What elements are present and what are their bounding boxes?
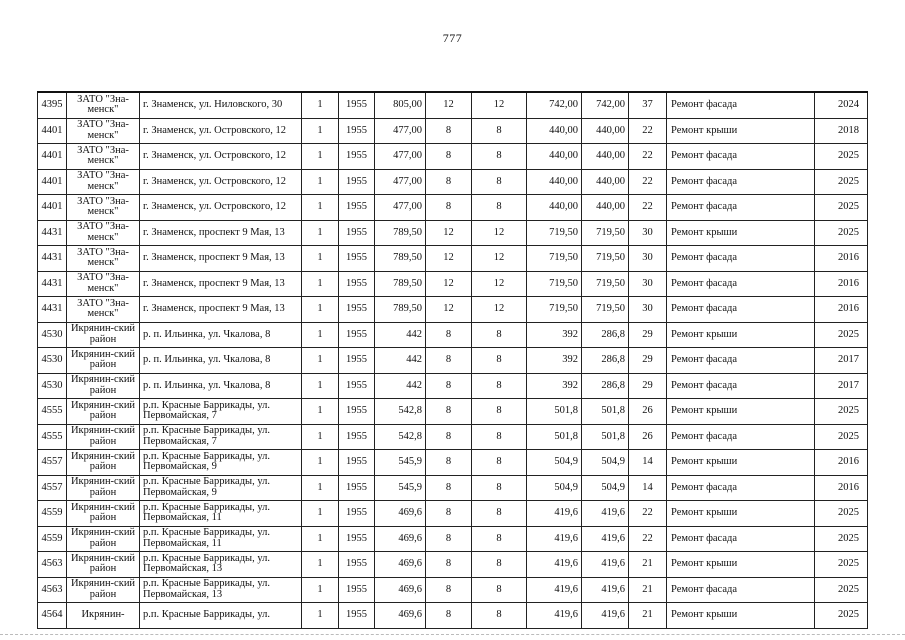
apartments-cell: 8 [426, 475, 472, 501]
table-row [38, 501, 868, 527]
work-type-cell: Ремонт фасада [667, 195, 815, 221]
building-id-cell: 4557 [38, 475, 67, 501]
work-type-cell: Ремонт фасада [667, 297, 815, 323]
built-year-cell: 1955 [339, 373, 375, 399]
planned-year-cell: 2025 [815, 577, 868, 603]
work-type-cell: Ремонт крыши [667, 450, 815, 476]
residents-cell: 14 [629, 450, 667, 476]
apartments-cell: 8 [426, 399, 472, 425]
apartments-cell: 8 [426, 450, 472, 476]
work-type-cell: Ремонт фасада [667, 246, 815, 272]
built-year-cell: 1955 [339, 450, 375, 476]
count-cell: 1 [302, 271, 339, 297]
private-area-cell: 719,50 [582, 246, 629, 272]
private-area-cell: 440,00 [582, 118, 629, 144]
total-area-cell: 469,6 [375, 552, 426, 578]
building-id-cell: 4557 [38, 450, 67, 476]
residential-area-cell: 392 [527, 373, 582, 399]
total-area-cell: 477,00 [375, 118, 426, 144]
district-cell: ЗАТО "Зна-менск" [67, 297, 140, 323]
table-row [38, 246, 868, 272]
built-year-cell: 1955 [339, 118, 375, 144]
residential-area-cell: 440,00 [527, 118, 582, 144]
building-id-cell: 4431 [38, 271, 67, 297]
residential-area-cell: 419,6 [527, 552, 582, 578]
residential-apartments-cell: 8 [472, 603, 527, 629]
district-cell: Икрянин-ский район [67, 552, 140, 578]
residents-cell: 29 [629, 322, 667, 348]
private-area-cell: 742,00 [582, 92, 629, 118]
table-row [38, 526, 868, 552]
work-type-cell: Ремонт фасада [667, 577, 815, 603]
planned-year-cell: 2025 [815, 195, 868, 221]
built-year-cell: 1955 [339, 526, 375, 552]
address-cell: р.п. Красные Баррикады, ул. Первомайская, 11 [140, 501, 302, 527]
total-area-cell: 542,8 [375, 399, 426, 425]
residential-area-cell: 719,50 [527, 271, 582, 297]
work-type-cell: Ремонт фасада [667, 373, 815, 399]
district-cell: Икрянин-ский район [67, 450, 140, 476]
residential-apartments-cell: 8 [472, 169, 527, 195]
residential-apartments-cell: 8 [472, 118, 527, 144]
residential-area-cell: 719,50 [527, 246, 582, 272]
planned-year-cell: 2025 [815, 322, 868, 348]
work-type-cell: Ремонт фасада [667, 144, 815, 170]
count-cell: 1 [302, 577, 339, 603]
residential-area-cell: 419,6 [527, 501, 582, 527]
address-cell: г. Знаменск, ул. Островского, 12 [140, 195, 302, 221]
residential-area-cell: 419,6 [527, 526, 582, 552]
district-cell: ЗАТО "Зна-менск" [67, 169, 140, 195]
residential-area-cell: 501,8 [527, 399, 582, 425]
count-cell: 1 [302, 195, 339, 221]
work-type-cell: Ремонт крыши [667, 552, 815, 578]
private-area-cell: 286,8 [582, 373, 629, 399]
building-id-cell: 4555 [38, 424, 67, 450]
work-type-cell: Ремонт крыши [667, 322, 815, 348]
building-id-cell: 4431 [38, 246, 67, 272]
residential-area-cell: 440,00 [527, 195, 582, 221]
apartments-cell: 8 [426, 526, 472, 552]
apartments-cell: 8 [426, 603, 472, 629]
total-area-cell: 477,00 [375, 195, 426, 221]
planned-year-cell: 2018 [815, 118, 868, 144]
residents-cell: 22 [629, 501, 667, 527]
count-cell: 1 [302, 144, 339, 170]
built-year-cell: 1955 [339, 297, 375, 323]
private-area-cell: 501,8 [582, 399, 629, 425]
address-cell: р. п. Ильинка, ул. Чкалова, 8 [140, 348, 302, 374]
residential-area-cell: 440,00 [527, 169, 582, 195]
count-cell: 1 [302, 603, 339, 629]
built-year-cell: 1955 [339, 424, 375, 450]
building-id-cell: 4559 [38, 501, 67, 527]
table-row [38, 552, 868, 578]
residents-cell: 30 [629, 220, 667, 246]
residential-apartments-cell: 12 [472, 297, 527, 323]
table-row [38, 220, 868, 246]
count-cell: 1 [302, 297, 339, 323]
residential-apartments-cell: 8 [472, 552, 527, 578]
apartments-cell: 12 [426, 92, 472, 118]
address-cell: г. Знаменск, проспект 9 Мая, 13 [140, 246, 302, 272]
apartments-cell: 12 [426, 246, 472, 272]
private-area-cell: 419,6 [582, 603, 629, 629]
total-area-cell: 442 [375, 373, 426, 399]
district-cell: ЗАТО "Зна-менск" [67, 195, 140, 221]
residential-area-cell: 501,8 [527, 424, 582, 450]
residential-apartments-cell: 12 [472, 92, 527, 118]
private-area-cell: 501,8 [582, 424, 629, 450]
residents-cell: 30 [629, 271, 667, 297]
address-cell: р.п. Красные Баррикады, ул. Первомайская, 9 [140, 475, 302, 501]
residential-apartments-cell: 8 [472, 526, 527, 552]
residential-apartments-cell: 8 [472, 501, 527, 527]
residents-cell: 21 [629, 577, 667, 603]
district-cell: Икрянин-ский район [67, 322, 140, 348]
residential-area-cell: 719,50 [527, 297, 582, 323]
planned-year-cell: 2025 [815, 220, 868, 246]
count-cell: 1 [302, 169, 339, 195]
address-cell: г. Знаменск, ул. Островского, 12 [140, 169, 302, 195]
residents-cell: 26 [629, 399, 667, 425]
table-row [38, 297, 868, 323]
private-area-cell: 504,9 [582, 450, 629, 476]
apartments-cell: 8 [426, 169, 472, 195]
planned-year-cell: 2025 [815, 526, 868, 552]
work-type-cell: Ремонт фасада [667, 92, 815, 118]
count-cell: 1 [302, 348, 339, 374]
residential-apartments-cell: 12 [472, 220, 527, 246]
planned-year-cell: 2025 [815, 144, 868, 170]
built-year-cell: 1955 [339, 475, 375, 501]
residential-apartments-cell: 8 [472, 195, 527, 221]
work-type-cell: Ремонт крыши [667, 603, 815, 629]
planned-year-cell: 2016 [815, 475, 868, 501]
built-year-cell: 1955 [339, 144, 375, 170]
total-area-cell: 469,6 [375, 577, 426, 603]
residential-area-cell: 419,6 [527, 577, 582, 603]
housing-repair-table [37, 91, 868, 629]
residential-area-cell: 392 [527, 348, 582, 374]
address-cell: г. Знаменск, проспект 9 Мая, 13 [140, 271, 302, 297]
private-area-cell: 419,6 [582, 552, 629, 578]
residential-apartments-cell: 8 [472, 144, 527, 170]
building-id-cell: 4401 [38, 169, 67, 195]
residents-cell: 29 [629, 348, 667, 374]
count-cell: 1 [302, 475, 339, 501]
building-id-cell: 4563 [38, 552, 67, 578]
work-type-cell: Ремонт крыши [667, 399, 815, 425]
district-cell: ЗАТО "Зна-менск" [67, 118, 140, 144]
residents-cell: 37 [629, 92, 667, 118]
private-area-cell: 419,6 [582, 501, 629, 527]
residents-cell: 30 [629, 297, 667, 323]
address-cell: р.п. Красные Баррикады, ул. Первомайская, 7 [140, 424, 302, 450]
district-cell: Икрянин-ский район [67, 424, 140, 450]
residential-area-cell: 504,9 [527, 450, 582, 476]
apartments-cell: 8 [426, 577, 472, 603]
total-area-cell: 469,6 [375, 526, 426, 552]
residents-cell: 22 [629, 144, 667, 170]
total-area-cell: 789,50 [375, 246, 426, 272]
residents-cell: 21 [629, 552, 667, 578]
count-cell: 1 [302, 399, 339, 425]
table-row [38, 195, 868, 221]
apartments-cell: 8 [426, 144, 472, 170]
work-type-cell: Ремонт крыши [667, 118, 815, 144]
building-id-cell: 4530 [38, 348, 67, 374]
work-type-cell: Ремонт крыши [667, 220, 815, 246]
private-area-cell: 719,50 [582, 220, 629, 246]
total-area-cell: 442 [375, 322, 426, 348]
table-row [38, 144, 868, 170]
building-id-cell: 4401 [38, 195, 67, 221]
count-cell: 1 [302, 246, 339, 272]
address-cell: р.п. Красные Баррикады, ул. Первомайская, 13 [140, 577, 302, 603]
district-cell: ЗАТО "Зна-менск" [67, 271, 140, 297]
building-id-cell: 4401 [38, 144, 67, 170]
table-row [38, 424, 868, 450]
built-year-cell: 1955 [339, 195, 375, 221]
count-cell: 1 [302, 501, 339, 527]
residential-apartments-cell: 8 [472, 322, 527, 348]
building-id-cell: 4431 [38, 220, 67, 246]
residential-apartments-cell: 12 [472, 271, 527, 297]
table-row [38, 322, 868, 348]
count-cell: 1 [302, 118, 339, 144]
private-area-cell: 286,8 [582, 348, 629, 374]
private-area-cell: 419,6 [582, 577, 629, 603]
building-id-cell: 4530 [38, 373, 67, 399]
district-cell: ЗАТО "Зна-менск" [67, 220, 140, 246]
built-year-cell: 1955 [339, 348, 375, 374]
count-cell: 1 [302, 322, 339, 348]
apartments-cell: 12 [426, 220, 472, 246]
planned-year-cell: 2016 [815, 246, 868, 272]
apartments-cell: 8 [426, 118, 472, 144]
district-cell: Икрянин-ский район [67, 577, 140, 603]
count-cell: 1 [302, 220, 339, 246]
table-row [38, 399, 868, 425]
private-area-cell: 419,6 [582, 526, 629, 552]
residents-cell: 14 [629, 475, 667, 501]
planned-year-cell: 2025 [815, 501, 868, 527]
built-year-cell: 1955 [339, 603, 375, 629]
planned-year-cell: 2016 [815, 450, 868, 476]
built-year-cell: 1955 [339, 246, 375, 272]
building-id-cell: 4395 [38, 92, 67, 118]
building-id-cell: 4555 [38, 399, 67, 425]
count-cell: 1 [302, 450, 339, 476]
table-row [38, 169, 868, 195]
residential-area-cell: 719,50 [527, 220, 582, 246]
count-cell: 1 [302, 424, 339, 450]
residential-apartments-cell: 8 [472, 424, 527, 450]
residential-area-cell: 392 [527, 322, 582, 348]
address-cell: г. Знаменск, ул. Ниловского, 30 [140, 92, 302, 118]
building-id-cell: 4564 [38, 603, 67, 629]
apartments-cell: 8 [426, 373, 472, 399]
private-area-cell: 719,50 [582, 297, 629, 323]
built-year-cell: 1955 [339, 220, 375, 246]
work-type-cell: Ремонт фасада [667, 424, 815, 450]
apartments-cell: 8 [426, 322, 472, 348]
table-row [38, 118, 868, 144]
page-number: 777 [442, 31, 463, 45]
apartments-cell: 8 [426, 552, 472, 578]
table-row [38, 271, 868, 297]
total-area-cell: 477,00 [375, 169, 426, 195]
address-cell: р. п. Ильинка, ул. Чкалова, 8 [140, 373, 302, 399]
built-year-cell: 1955 [339, 501, 375, 527]
address-cell: р.п. Красные Баррикады, ул. Первомайская, 7 [140, 399, 302, 425]
address-cell: г. Знаменск, проспект 9 Мая, 13 [140, 297, 302, 323]
built-year-cell: 1955 [339, 169, 375, 195]
residential-area-cell: 419,6 [527, 603, 582, 629]
address-cell: р.п. Красные Баррикады, ул. Первомайская, 11 [140, 526, 302, 552]
built-year-cell: 1955 [339, 552, 375, 578]
built-year-cell: 1955 [339, 271, 375, 297]
total-area-cell: 789,50 [375, 271, 426, 297]
total-area-cell: 545,9 [375, 450, 426, 476]
planned-year-cell: 2025 [815, 399, 868, 425]
table-row [38, 603, 868, 629]
count-cell: 1 [302, 552, 339, 578]
apartments-cell: 8 [426, 501, 472, 527]
work-type-cell: Ремонт фасада [667, 526, 815, 552]
work-type-cell: Ремонт фасада [667, 271, 815, 297]
building-id-cell: 4401 [38, 118, 67, 144]
address-cell: г. Знаменск, ул. Островского, 12 [140, 118, 302, 144]
building-id-cell: 4559 [38, 526, 67, 552]
residential-apartments-cell: 8 [472, 399, 527, 425]
apartments-cell: 12 [426, 271, 472, 297]
residential-area-cell: 440,00 [527, 144, 582, 170]
built-year-cell: 1955 [339, 577, 375, 603]
residential-apartments-cell: 8 [472, 577, 527, 603]
residential-apartments-cell: 8 [472, 475, 527, 501]
table-row [38, 475, 868, 501]
private-area-cell: 440,00 [582, 144, 629, 170]
private-area-cell: 440,00 [582, 169, 629, 195]
table-row [38, 92, 868, 118]
built-year-cell: 1955 [339, 92, 375, 118]
private-area-cell: 504,9 [582, 475, 629, 501]
residents-cell: 29 [629, 373, 667, 399]
residential-area-cell: 742,00 [527, 92, 582, 118]
total-area-cell: 805,00 [375, 92, 426, 118]
table-row [38, 348, 868, 374]
private-area-cell: 719,50 [582, 271, 629, 297]
address-cell: р.п. Красные Баррикады, ул. [140, 603, 302, 629]
residents-cell: 30 [629, 246, 667, 272]
work-type-cell: Ремонт фасада [667, 169, 815, 195]
building-id-cell: 4431 [38, 297, 67, 323]
private-area-cell: 440,00 [582, 195, 629, 221]
residents-cell: 22 [629, 195, 667, 221]
apartments-cell: 12 [426, 297, 472, 323]
building-id-cell: 4563 [38, 577, 67, 603]
total-area-cell: 789,50 [375, 220, 426, 246]
total-area-cell: 789,50 [375, 297, 426, 323]
work-type-cell: Ремонт крыши [667, 501, 815, 527]
total-area-cell: 469,6 [375, 501, 426, 527]
district-cell: Икрянин-ский район [67, 501, 140, 527]
table-row [38, 577, 868, 603]
planned-year-cell: 2016 [815, 271, 868, 297]
built-year-cell: 1955 [339, 322, 375, 348]
apartments-cell: 8 [426, 348, 472, 374]
count-cell: 1 [302, 526, 339, 552]
district-cell: ЗАТО "Зна-менск" [67, 144, 140, 170]
building-id-cell: 4530 [38, 322, 67, 348]
address-cell: р.п. Красные Баррикады, ул. Первомайская, 13 [140, 552, 302, 578]
district-cell: Икрянин-ский район [67, 373, 140, 399]
residential-apartments-cell: 8 [472, 373, 527, 399]
residents-cell: 22 [629, 169, 667, 195]
residential-apartments-cell: 12 [472, 246, 527, 272]
residents-cell: 21 [629, 603, 667, 629]
count-cell: 1 [302, 373, 339, 399]
total-area-cell: 542,8 [375, 424, 426, 450]
planned-year-cell: 2025 [815, 424, 868, 450]
residential-apartments-cell: 8 [472, 348, 527, 374]
total-area-cell: 545,9 [375, 475, 426, 501]
planned-year-cell: 2024 [815, 92, 868, 118]
work-type-cell: Ремонт фасада [667, 475, 815, 501]
planned-year-cell: 2017 [815, 373, 868, 399]
residents-cell: 22 [629, 118, 667, 144]
apartments-cell: 8 [426, 195, 472, 221]
address-cell: р.п. Красные Баррикады, ул. Первомайская, 9 [140, 450, 302, 476]
work-type-cell: Ремонт фасада [667, 348, 815, 374]
address-cell: г. Знаменск, ул. Островского, 12 [140, 144, 302, 170]
total-area-cell: 477,00 [375, 144, 426, 170]
residential-area-cell: 504,9 [527, 475, 582, 501]
planned-year-cell: 2025 [815, 169, 868, 195]
district-cell: ЗАТО "Зна-менск" [67, 246, 140, 272]
district-cell: Икрянин-ский район [67, 348, 140, 374]
planned-year-cell: 2017 [815, 348, 868, 374]
planned-year-cell: 2025 [815, 603, 868, 629]
residents-cell: 26 [629, 424, 667, 450]
built-year-cell: 1955 [339, 399, 375, 425]
page-edge-rule [0, 634, 905, 635]
planned-year-cell: 2016 [815, 297, 868, 323]
address-cell: г. Знаменск, проспект 9 Мая, 13 [140, 220, 302, 246]
district-cell: Икрянин- [67, 603, 140, 629]
residents-cell: 22 [629, 526, 667, 552]
address-cell: р. п. Ильинка, ул. Чкалова, 8 [140, 322, 302, 348]
residential-apartments-cell: 8 [472, 450, 527, 476]
planned-year-cell: 2025 [815, 552, 868, 578]
total-area-cell: 469,6 [375, 603, 426, 629]
district-cell: Икрянин-ский район [67, 399, 140, 425]
table-row [38, 450, 868, 476]
district-cell: ЗАТО "Зна-менск" [67, 92, 140, 118]
table-row [38, 373, 868, 399]
count-cell: 1 [302, 92, 339, 118]
total-area-cell: 442 [375, 348, 426, 374]
district-cell: Икрянин-ский район [67, 475, 140, 501]
apartments-cell: 8 [426, 424, 472, 450]
private-area-cell: 286,8 [582, 322, 629, 348]
district-cell: Икрянин-ский район [67, 526, 140, 552]
